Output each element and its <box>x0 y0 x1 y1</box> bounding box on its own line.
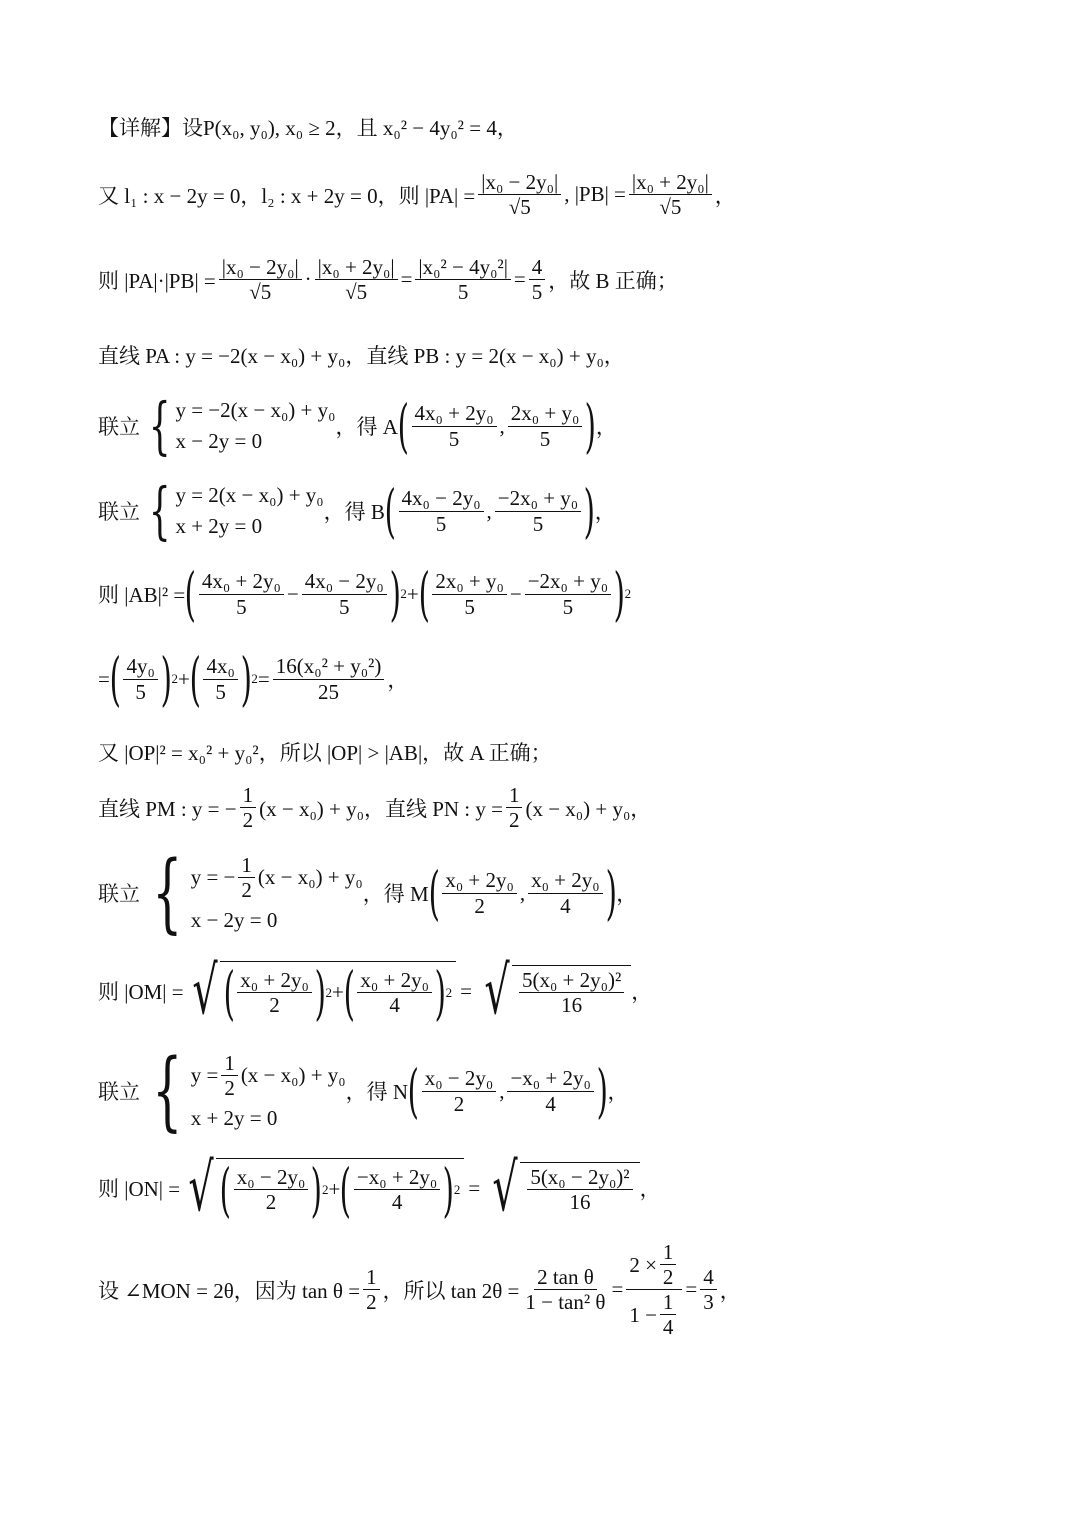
line-10-mid: (x − x₀) + y₀，直线 PN : y = <box>259 796 503 821</box>
line-10-end: (x − x₀) + y₀， <box>525 796 652 821</box>
line-10 <box>98 783 651 832</box>
line-11 <box>98 843 638 943</box>
fraction <box>519 968 624 1017</box>
fraction <box>315 255 398 304</box>
denominator: 2 <box>453 1091 465 1116</box>
numerator: 1 <box>238 853 255 878</box>
line-2 <box>98 170 736 219</box>
fraction <box>507 1066 593 1115</box>
exponent: 2 <box>325 984 332 1000</box>
denominator: 5 <box>215 679 226 704</box>
fraction <box>700 1265 717 1314</box>
line-10-lead: 直线 PM : y = − <box>98 796 237 821</box>
denominator: 16 <box>569 1190 591 1214</box>
numerator: −2x₀ + y₀ <box>495 486 581 511</box>
numerator: 4 <box>700 1265 717 1290</box>
fraction <box>238 853 255 902</box>
fraction <box>399 486 484 535</box>
system-rows <box>191 853 363 933</box>
denominator: 5 <box>135 679 146 704</box>
line-15-mid: ，所以 tan 2θ = <box>382 1278 520 1303</box>
numerator: 4 <box>529 255 546 280</box>
line-13-lead: 联立 <box>98 1080 140 1104</box>
right-paren-icon: ) <box>442 1155 455 1224</box>
fraction <box>660 1290 677 1339</box>
line-6-end: ， <box>594 500 616 524</box>
radical-icon: √ <box>188 1149 214 1226</box>
fraction <box>219 255 302 304</box>
left-paren-icon: ( <box>184 560 197 628</box>
exponent: 2 <box>400 586 407 601</box>
fraction <box>123 654 157 703</box>
exponent: 2 <box>321 1181 329 1197</box>
denominator: √5 <box>659 195 682 220</box>
fraction <box>506 783 523 832</box>
fraction <box>199 569 284 618</box>
fraction <box>525 569 611 618</box>
fraction <box>240 783 257 832</box>
left-paren-icon: ( <box>397 392 409 460</box>
left-paren-icon: ( <box>384 477 396 545</box>
line-1-text: 【详解】设P(x₀, y₀), x₀ ≥ 2，且 x₀² − 4y₀² = 4， <box>98 116 518 140</box>
radical-icon: √ <box>192 952 218 1029</box>
line-15 <box>98 1240 741 1340</box>
line-11-lead: 联立 <box>98 882 140 906</box>
numerator: |x₀ − 2y₀| <box>478 170 561 195</box>
line-15-lead: 设 ∠MON = 2θ，因为 tan θ = <box>98 1278 361 1303</box>
fraction <box>237 968 312 1017</box>
right-paren-icon: ) <box>434 958 446 1027</box>
row-text: y = <box>190 1063 219 1087</box>
line-5-lead: 联立 <box>98 415 140 439</box>
numerator: 2x₀ + y₀ <box>432 569 507 594</box>
denominator: 2 <box>242 808 254 833</box>
numerator: 2 tan θ <box>534 1265 597 1290</box>
exponent: 2 <box>251 671 258 686</box>
equals: = <box>257 666 270 691</box>
line-15-end: ， <box>719 1278 741 1303</box>
radicand <box>512 965 631 1017</box>
line-4 <box>98 340 625 370</box>
equals: = <box>611 1277 624 1302</box>
comma: , <box>499 413 505 438</box>
denominator: 2 <box>662 1265 674 1290</box>
denominator: 5 <box>448 426 460 451</box>
denominator: 3 <box>703 1290 714 1315</box>
line-1 <box>98 112 518 142</box>
fraction <box>357 968 432 1017</box>
comma: , <box>499 1078 505 1103</box>
fraction <box>302 569 387 618</box>
line-5-end: ， <box>595 415 617 439</box>
fraction <box>522 1265 608 1314</box>
line-6-mid: ，得 B <box>323 500 385 524</box>
system-row-1 <box>191 1051 346 1100</box>
fraction <box>495 486 581 535</box>
fraction <box>422 1066 497 1115</box>
fraction <box>442 868 517 917</box>
numerator: −x₀ + 2y₀ <box>354 1165 440 1190</box>
denominator: 5 <box>435 511 447 536</box>
line-2-lead: 又 l₁ : x − 2y = 0，l₂ : x + 2y = 0，则 |PA| = <box>98 183 476 208</box>
denominator: 4 <box>560 893 571 918</box>
line-7-lead: 则 |AB|² = <box>98 583 186 607</box>
line-11-mid: ，得 M <box>362 882 429 906</box>
line-6-lead: 联立 <box>98 500 140 524</box>
line-14-end: ， <box>639 1177 661 1201</box>
system-row-2: x − 2y = 0 <box>190 908 278 933</box>
system-row-2: x + 2y = 0 <box>190 1106 278 1131</box>
numerator: 1 <box>506 783 523 808</box>
radicand <box>220 958 456 1027</box>
right-paren-icon: ) <box>596 1057 608 1125</box>
left-brace-icon: { <box>148 474 171 547</box>
numerator: 4y₀ <box>123 654 157 679</box>
den-text: 1 − <box>629 1302 657 1327</box>
line-3 <box>98 255 678 304</box>
system-row-1 <box>191 853 363 902</box>
denominator: 4 <box>545 1091 556 1116</box>
radicand <box>216 1155 464 1224</box>
left-paren-icon: ( <box>343 958 355 1027</box>
line-4-text: 直线 PA : y = −2(x − x₀) + y₀，直线 PB : y = 2(x − x₀) + y₀， <box>98 344 625 368</box>
equation-system <box>140 1041 346 1141</box>
square-root <box>180 1149 464 1226</box>
line-3-lead: 则 |PA|·|PB| = <box>98 268 216 293</box>
fraction <box>203 654 237 703</box>
line-12-end: ， <box>631 980 653 1004</box>
fraction <box>432 569 507 618</box>
line-2-mid: , |PB| = <box>564 182 626 207</box>
square-root <box>484 1149 639 1226</box>
numerator: |x₀ + 2y₀| <box>315 255 398 280</box>
right-paren-icon: ) <box>310 1155 323 1224</box>
numerator: x₀ − 2y₀ <box>234 1165 309 1190</box>
denominator: 5 <box>562 594 574 619</box>
line-6 <box>98 474 616 547</box>
denominator: 2 <box>508 808 520 833</box>
left-brace-icon: { <box>148 389 171 462</box>
numerator: −x₀ + 2y₀ <box>507 1066 593 1091</box>
numerator: 1 <box>221 1051 238 1076</box>
system-row-1: y = −2(x − x₀) + y₀ <box>175 398 336 422</box>
left-paren-icon: ( <box>109 645 121 713</box>
equation-system <box>140 389 336 462</box>
equals: = <box>685 1277 698 1302</box>
numerator: 4x₀ + 2y₀ <box>412 401 497 426</box>
denominator: 2 <box>474 893 485 918</box>
row-text: y = − <box>190 865 236 889</box>
compound-fraction <box>626 1240 682 1340</box>
equation-system <box>140 843 363 943</box>
system-rows <box>175 398 335 454</box>
system-row-2: x + 2y = 0 <box>175 514 263 538</box>
right-paren-icon: ) <box>389 560 401 628</box>
right-paren-icon: ) <box>613 560 626 628</box>
numerator: 5(x₀ − 2y₀)² <box>527 1165 632 1190</box>
numerator: x₀ + 2y₀ <box>237 968 312 993</box>
denominator <box>626 1290 682 1339</box>
line-3-end: ，故 B 正确； <box>548 268 678 293</box>
fraction <box>415 255 511 304</box>
square-root <box>476 952 631 1029</box>
numerator <box>626 1240 682 1290</box>
fraction <box>478 170 561 219</box>
radical-icon: √ <box>492 1149 518 1226</box>
fraction <box>527 1165 632 1214</box>
system-rows <box>191 1051 346 1131</box>
left-paren-icon: ( <box>189 645 201 713</box>
left-brace-icon: { <box>152 1041 183 1141</box>
numerator: x₀ + 2y₀ <box>442 868 517 893</box>
equation-system <box>140 474 324 547</box>
numerator: x₀ + 2y₀ <box>528 868 603 893</box>
numerator: 4x₀ − 2y₀ <box>399 486 484 511</box>
right-paren-icon: ) <box>160 645 172 713</box>
denominator: 5 <box>539 426 551 451</box>
right-paren-icon: ) <box>584 392 597 460</box>
equals: = <box>98 666 110 691</box>
numerator: 4x₀ <box>203 654 237 679</box>
equals: = <box>513 267 526 292</box>
line-8 <box>98 645 409 713</box>
denominator: 2 <box>366 1290 377 1315</box>
right-paren-icon: ) <box>605 859 617 927</box>
numerator: |x₀² − 4y₀²| <box>415 255 511 280</box>
line-13 <box>98 1041 629 1141</box>
system-row-1: y = 2(x − x₀) + y₀ <box>175 483 324 507</box>
fraction <box>529 255 546 304</box>
fraction <box>629 170 712 219</box>
numerator: |x₀ − 2y₀| <box>219 255 302 280</box>
line-2-end: ， <box>714 183 736 208</box>
denominator: 2 <box>241 878 252 902</box>
line-5 <box>98 389 617 462</box>
line-7 <box>98 560 632 628</box>
exponent: 2 <box>624 586 632 601</box>
denominator: 2 <box>265 1190 277 1214</box>
right-paren-icon: ) <box>583 477 596 545</box>
radical-icon: √ <box>484 952 510 1029</box>
fraction <box>234 1165 309 1214</box>
left-paren-icon: ( <box>407 1057 420 1125</box>
denominator: 5 <box>236 594 247 619</box>
square-root <box>184 952 456 1029</box>
denominator: 4 <box>662 1315 674 1340</box>
plus: + <box>177 666 190 691</box>
denominator: 4 <box>391 1190 403 1214</box>
fraction <box>354 1165 440 1214</box>
radicand <box>520 1162 639 1214</box>
line-9 <box>98 737 552 767</box>
denominator: √5 <box>249 280 272 305</box>
denominator: 2 <box>269 993 280 1017</box>
fraction <box>528 868 603 917</box>
denominator: 1 − tan² θ <box>525 1290 606 1315</box>
left-paren-icon: ( <box>428 859 440 927</box>
row-text: (x − x₀) + y₀ <box>240 1063 346 1087</box>
fraction <box>508 401 583 450</box>
denominator: √5 <box>345 280 368 305</box>
denominator: 5 <box>457 280 469 305</box>
numerator: |x₀ + 2y₀| <box>629 170 712 195</box>
line-14 <box>98 1149 661 1226</box>
row-text: (x − x₀) + y₀ <box>257 865 363 889</box>
line-13-end: ， <box>607 1080 629 1104</box>
equals: = <box>400 267 413 292</box>
numerator: 1 <box>660 1290 677 1315</box>
fraction <box>221 1051 238 1100</box>
line-14-lead: 则 |ON| = <box>98 1177 181 1201</box>
plus: + <box>331 980 344 1004</box>
left-paren-icon: ( <box>339 1155 352 1224</box>
num-text: 2 × <box>629 1252 657 1277</box>
numerator: 4x₀ + 2y₀ <box>199 569 284 594</box>
numerator: −2x₀ + y₀ <box>525 569 611 594</box>
denominator: 25 <box>318 679 340 704</box>
denominator: 16 <box>561 993 583 1017</box>
denominator: 5 <box>532 511 544 536</box>
right-paren-icon: ) <box>240 645 252 713</box>
line-11-end: ， <box>616 882 638 906</box>
right-paren-icon: ) <box>314 958 326 1027</box>
numerator: 2x₀ + y₀ <box>508 401 583 426</box>
denominator: 2 <box>224 1076 235 1100</box>
numerator: 1 <box>363 1265 380 1290</box>
numerator: 4x₀ − 2y₀ <box>302 569 387 594</box>
fraction <box>273 654 385 703</box>
exponent: 2 <box>445 984 453 1000</box>
numerator: 5(x₀ + 2y₀)² <box>519 968 624 993</box>
numerator: 16(x₀² + y₀²) <box>273 654 385 679</box>
line-5-mid: ，得 A <box>335 415 398 439</box>
line-8-end: ， <box>387 668 409 692</box>
exponent: 2 <box>453 1181 461 1197</box>
equals: = <box>460 978 472 1003</box>
denominator: 5 <box>338 594 350 619</box>
numerator: x₀ + 2y₀ <box>357 968 432 993</box>
denominator: √5 <box>508 195 531 220</box>
comma: , <box>519 880 526 905</box>
line-9-text: 又 |OP|² = x₀² + y₀²，所以 |OP| > |AB|，故 A 正确； <box>98 741 552 765</box>
system-row-2: x − 2y = 0 <box>175 429 263 453</box>
comma: , <box>486 498 492 523</box>
minus: − <box>286 581 299 606</box>
minus: − <box>509 581 522 606</box>
denominator: 5 <box>531 280 543 305</box>
left-paren-icon: ( <box>219 1155 232 1224</box>
left-paren-icon: ( <box>418 560 430 628</box>
line-13-mid: ，得 N <box>345 1080 409 1104</box>
exponent: 2 <box>171 671 178 686</box>
denominator: 4 <box>389 993 400 1017</box>
fraction <box>660 1240 677 1289</box>
numerator: x₀ − 2y₀ <box>422 1066 497 1091</box>
line-12-lead: 则 |OM| = <box>98 980 184 1004</box>
line-12 <box>98 952 653 1029</box>
system-rows <box>175 483 323 539</box>
numerator: 1 <box>240 783 257 808</box>
plus: + <box>406 581 419 606</box>
plus: + <box>328 1177 341 1201</box>
fraction <box>412 401 497 450</box>
numerator: 1 <box>660 1240 677 1265</box>
left-brace-icon: { <box>152 843 183 943</box>
dot-operator: · <box>304 267 312 292</box>
denominator: 5 <box>464 594 475 619</box>
equals: = <box>468 1175 481 1200</box>
left-paren-icon: ( <box>223 958 235 1027</box>
fraction <box>363 1265 380 1314</box>
